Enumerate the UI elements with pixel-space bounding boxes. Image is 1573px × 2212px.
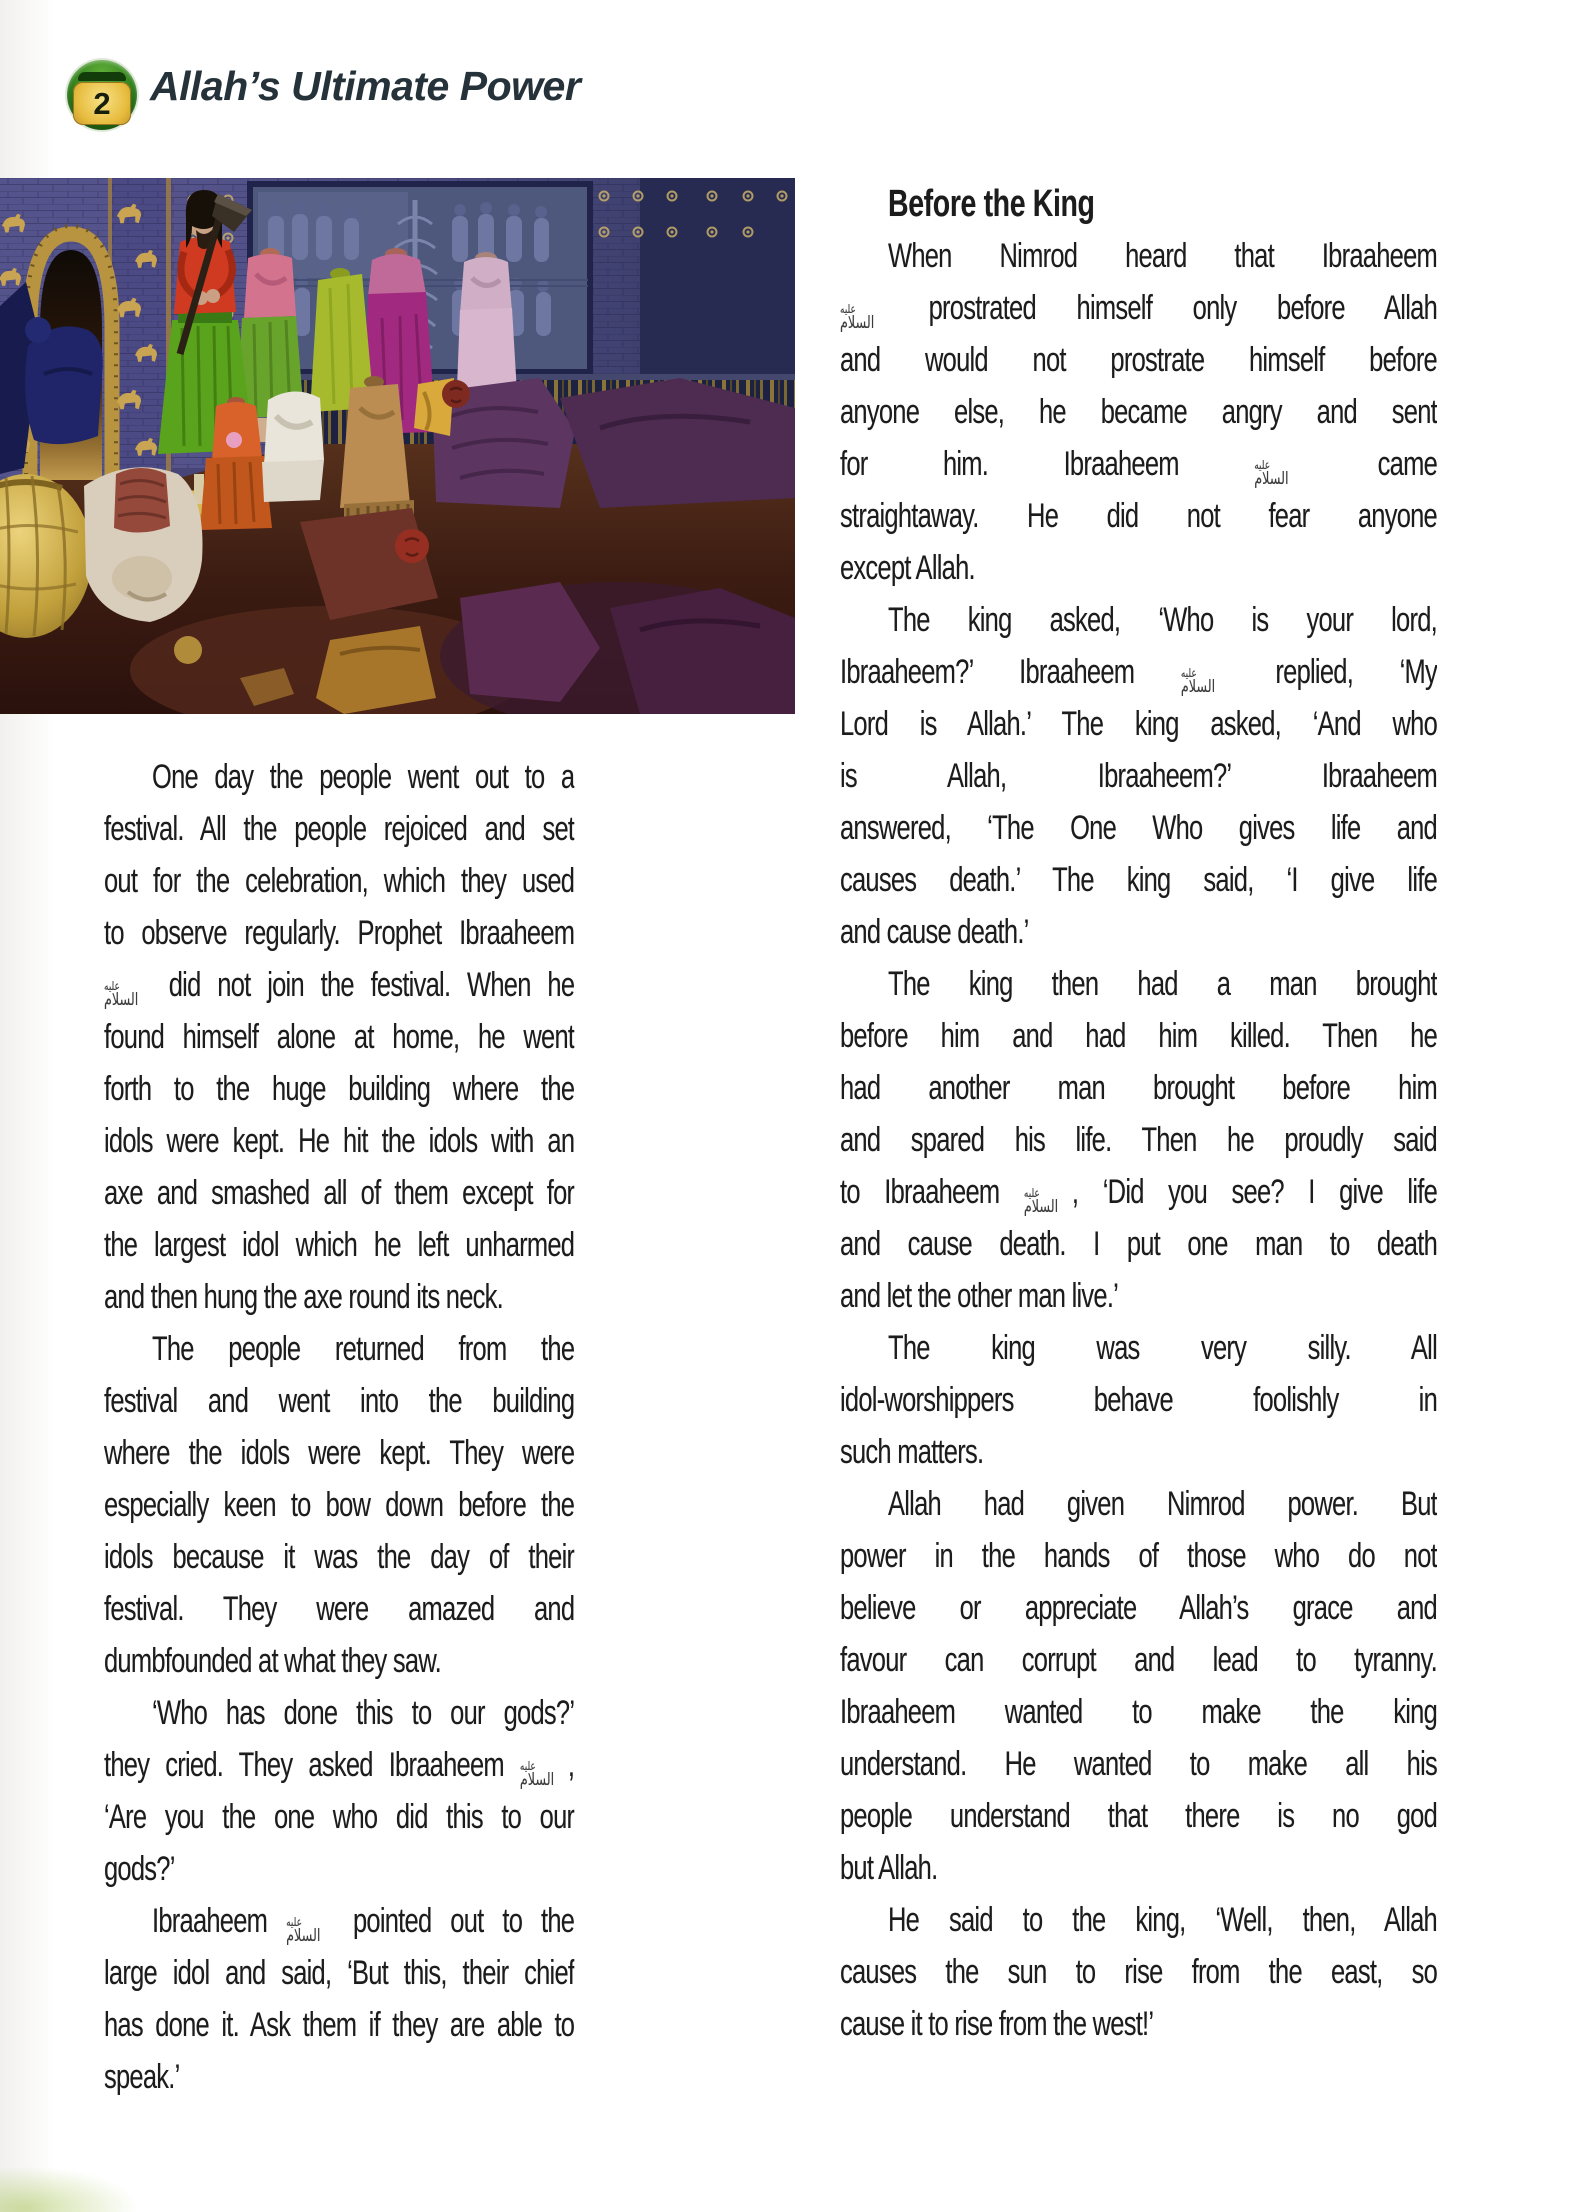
text-line: and would not prostrate himself before xyxy=(840,341,1437,379)
text-line: out for the celebration, which they used xyxy=(104,862,575,900)
text-line: understand. He wanted to make all his xyxy=(840,1745,1437,1783)
illustration-graphic xyxy=(0,178,795,714)
kneeling-idol xyxy=(84,467,203,622)
text-line: The king then had a man brought xyxy=(888,965,1437,1003)
text-line: cause it to rise from the west!’ xyxy=(840,2005,1154,2043)
text-line: The king asked, ‘Who is your lord, xyxy=(888,601,1437,639)
text-line: causes death.’ The king said, ‘I give life xyxy=(840,861,1437,899)
text-line: to Ibraaheem عليه السلام , ‘Did you see? I give life xyxy=(840,1173,1437,1217)
text-line: Allah had given Nimrod power. But xyxy=(888,1485,1437,1523)
text-line: dumbfounded at what they saw. xyxy=(104,1642,441,1680)
text-line: Ibraaheem عليه السلام pointed out to the xyxy=(152,1902,575,1946)
text-line: such matters. xyxy=(840,1433,984,1471)
left-text-column xyxy=(104,751,574,2103)
text-line: axe and smashed all of them except for xyxy=(104,1174,575,1212)
text-line: One day the people went out to a xyxy=(152,758,575,796)
text-line: especially keen to bow down before the xyxy=(104,1486,575,1524)
text-line: Lord is Allah.’ The king asked, ‘And who xyxy=(840,705,1437,743)
right-text-column xyxy=(840,178,1437,2050)
text-line: to observe regularly. Prophet Ibraaheem xyxy=(104,914,575,952)
text-line: and spared his life. Then he proudly said xyxy=(840,1121,1437,1159)
text-line: festival. All the people rejoiced and set xyxy=(104,810,575,848)
text-line: except Allah. xyxy=(840,549,975,587)
alayhis-salam-calligraphy-icon: عليه السلام xyxy=(286,1915,321,1946)
idol-white xyxy=(262,391,324,502)
text-line: The people returned from the xyxy=(152,1330,575,1368)
text-line: people understand that there is no god xyxy=(840,1797,1437,1835)
text-line: they cried. They asked Ibraaheem عليه السلام , xyxy=(104,1746,575,1790)
text-line: He said to the king, ‘Well, then, Allah xyxy=(888,1901,1437,1939)
text-line: عليه السلام did not join the festival. When he xyxy=(104,966,575,1010)
text-line: and then hung the axe round its neck. xyxy=(104,1278,503,1316)
text-line: power in the hands of those who do not xyxy=(840,1537,1437,1575)
text-line: idols were kept. He hit the idols with an xyxy=(104,1122,575,1160)
text-line: and let the other man live.’ xyxy=(840,1277,1119,1315)
fallen-idols-pile xyxy=(414,378,795,508)
text-line: gods?’ xyxy=(104,1850,175,1888)
text-line: idols because it was the day of their xyxy=(104,1538,575,1576)
text-line: but Allah. xyxy=(840,1849,938,1887)
alayhis-salam-calligraphy-icon: عليه السلام xyxy=(1023,1186,1059,1217)
text-line: and cause death. I put one man to death xyxy=(840,1225,1437,1263)
text-line: and cause death.’ xyxy=(840,913,1029,951)
text-line: The king was very silly. All xyxy=(888,1329,1437,1367)
text-line: for him. Ibraaheem عليه السلام came xyxy=(840,445,1437,489)
text-line: idol-worshippers behave foolishly in xyxy=(840,1381,1437,1419)
text-line: Ibraaheem?’ Ibraaheem عليه السلام replied, ‘My xyxy=(840,653,1437,697)
text-line: Ibraaheem wanted to make the king xyxy=(840,1693,1437,1731)
alayhis-salam-calligraphy-icon: عليه السلام xyxy=(840,302,875,333)
alayhis-salam-calligraphy-icon: عليه السلام xyxy=(519,1759,555,1790)
text-line: عليه السلام prostrated himself only before Allah xyxy=(840,289,1437,333)
text-line: found himself alone at home, he went xyxy=(104,1018,575,1056)
alayhis-salam-calligraphy-icon: عليه السلام xyxy=(104,979,139,1010)
text-line: favour can corrupt and lead to tyranny. xyxy=(840,1641,1437,1679)
text-line: large idol and said, ‘But this, their chief xyxy=(104,1954,575,1992)
text-line: forth to the huge building where the xyxy=(104,1070,575,1108)
alayhis-salam-calligraphy-icon: عليه السلام xyxy=(1254,458,1289,489)
page-title: Allah’s Ultimate Power xyxy=(150,63,581,109)
section-heading: Before the King xyxy=(888,183,1095,225)
text-line: where the idols were kept. They were xyxy=(104,1434,575,1472)
text-line: straightaway. He did not fear anyone xyxy=(840,497,1437,535)
chapter-number-badge xyxy=(67,60,137,130)
text-line: ‘Who has done this to our gods?’ xyxy=(152,1694,575,1732)
text-line: believe or appreciate Allah’s grace and xyxy=(840,1589,1437,1627)
badge-band xyxy=(78,72,126,81)
text-line: speak.’ xyxy=(104,2058,180,2096)
text-line: had another man brought before him xyxy=(840,1069,1437,1107)
text-line: answered, ‘The One Who gives life and xyxy=(840,809,1437,847)
text-line: the largest idol which he left unharmed xyxy=(104,1226,575,1264)
text-line: anyone else, he became angry and sent xyxy=(840,393,1437,431)
text-line: When Nimrod heard that Ibraaheem xyxy=(888,237,1437,275)
text-line: festival. They were amazed and xyxy=(104,1590,575,1628)
badge-number: 2 xyxy=(73,82,131,125)
text-line: before him and had him killed. Then he xyxy=(840,1017,1437,1055)
smashed-idols-illustration xyxy=(0,178,795,714)
alayhis-salam-calligraphy-icon: عليه السلام xyxy=(1180,666,1216,697)
text-line: is Allah, Ibraaheem?’ Ibraaheem xyxy=(840,757,1437,795)
text-line: festival and went into the building xyxy=(104,1382,575,1420)
text-line: ‘Are you the one who did this to our xyxy=(104,1798,575,1836)
text-line: has done it. Ask them if they are able to xyxy=(104,2006,575,2044)
text-line: causes the sun to rise from the east, so xyxy=(840,1953,1437,1991)
